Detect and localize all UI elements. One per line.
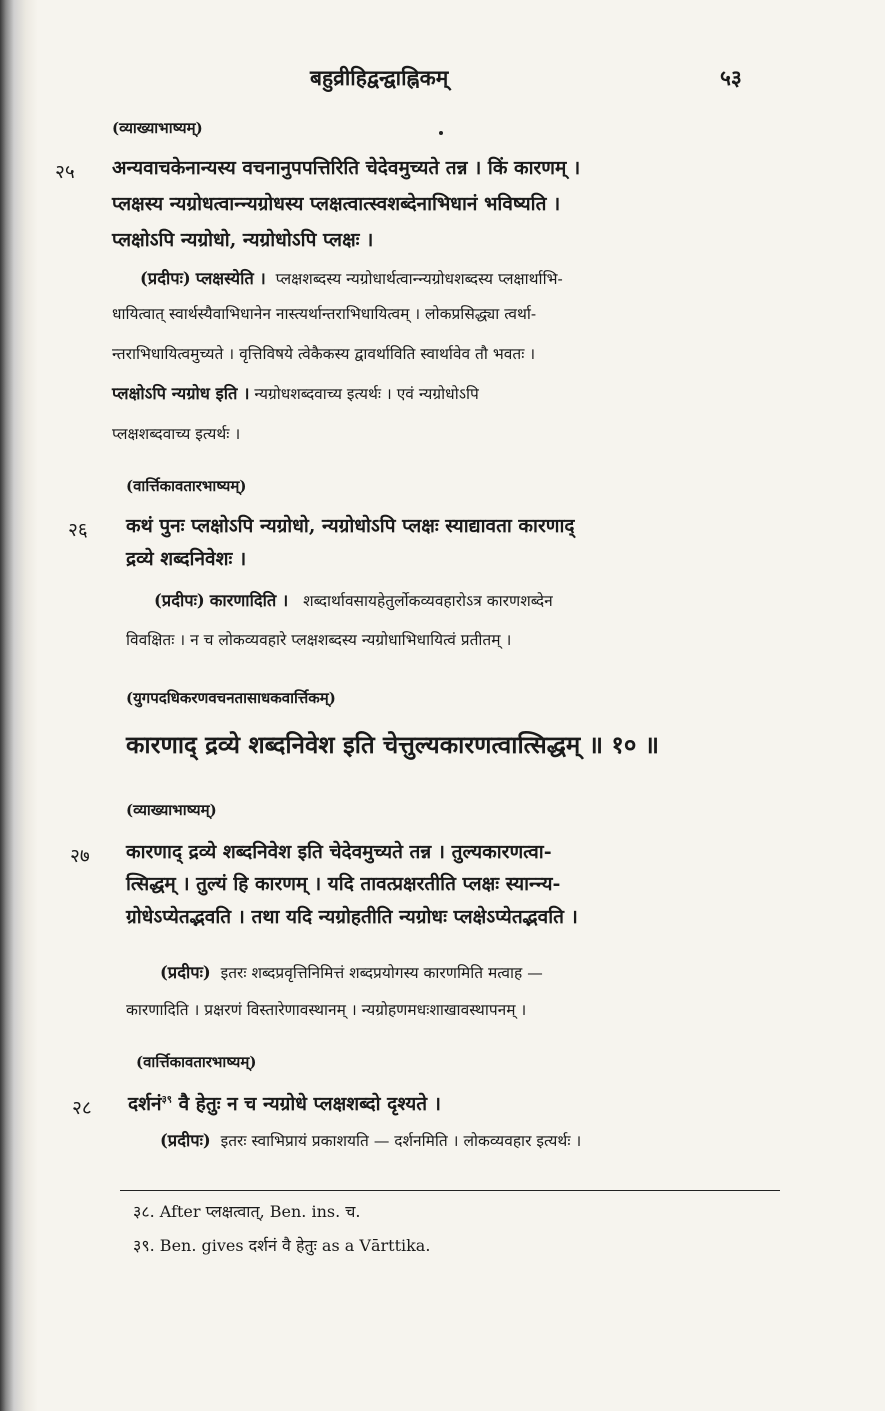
section-heading: (व्याख्याभाष्यम्) — [126, 801, 217, 819]
pradipa-line: न्तराभिधायित्वमुच्यते । वृत्तिविषये त्वेकैकस्य द्वावर्थाविति स्वार्थावेव तौ भवतः । — [112, 345, 536, 363]
bhashya-line: कथं पुनः प्लक्षोऽपि न्यग्रोधो, न्यग्रोधोऽपि प्लक्षः स्याद्यावता कारणाद् — [126, 515, 575, 537]
pradipa-label: (प्रदीपः) — [140, 269, 191, 288]
bhashya-line: अन्यवाचकेनान्यस्य वचनानुपपत्तिरिति चेदेवमुच्यते तन्न । किं कारणम् । — [112, 157, 581, 179]
ink-speck — [439, 131, 443, 135]
pradipa-line — [154, 588, 553, 611]
running-title: बहुव्रीहिद्वन्द्वाह्निकम् — [310, 65, 449, 90]
paragraph-number: २५ — [55, 161, 75, 183]
footnote: ३९. Ben. gives दर्शनं वै हेतुः as a Vārttika. — [133, 1236, 431, 1255]
pradipa-line: धायित्वात् स्वार्थस्यैवाभिधानेन नास्त्यर्थान्तराभिधायित्वम् । लोकप्रसिद्ध्या त्वर्था- — [112, 305, 537, 323]
bhashya-line: त्सिद्धम् । तुल्यं हि कारणम् । यदि तावत्प्रक्षरतीति प्लक्षः स्यान्न्य- — [126, 873, 561, 895]
pradipa-line — [160, 960, 543, 983]
paragraph-number: २६ — [68, 519, 88, 541]
pradipa-text: इतरः स्वाभिप्रायं प्रकाशयति — दर्शनमिति । लोकव्यवहार इत्यर्थः । — [220, 1132, 582, 1150]
footnote-marker: ३९ — [161, 1094, 172, 1106]
pradipa-label: (प्रदीपः) — [154, 591, 205, 610]
bhashya-line: कारणाद् द्रव्ये शब्दनिवेश इति चेदेवमुच्यते तन्न । तुल्यकारणत्वा- — [126, 841, 552, 863]
section-heading: (युगपदधिकरणवचनतासाधकवार्त्तिकम्) — [126, 689, 336, 707]
bhashya-line: प्लक्षस्य न्यग्रोधत्वान्न्यग्रोधस्य प्लक्षत्वात्स्वशब्देनाभिधानं भविष्यति । — [112, 193, 561, 215]
page-number: ५३ — [720, 65, 742, 90]
pradipa-line — [112, 381, 479, 404]
bhashya-word: दर्शनं — [128, 1093, 162, 1115]
footnote-rule — [120, 1190, 780, 1191]
paragraph-number: २७ — [70, 845, 90, 867]
page-header — [0, 64, 885, 94]
bhashya-line — [128, 1090, 441, 1116]
footnote: ३८. After प्लक्षत्वात्, Ben. ins. च. — [133, 1202, 361, 1221]
section-heading: (वार्त्तिकावतारभाष्यम्) — [126, 477, 247, 495]
pradipa-line: प्लक्षशब्दवाच्य इत्यर्थः । — [112, 425, 241, 443]
pradipa-label: (प्रदीपः) — [160, 1131, 211, 1150]
pradipa-lemma: प्लक्षस्येति । — [195, 269, 266, 288]
pradipa-text: इतरः शब्दप्रवृत्तिनिमित्तं शब्दप्रयोगस्य कारणमिति मत्वाह — — [220, 964, 543, 982]
pradipa-line: कारणादिति । प्रक्षरणं विस्तारेणावस्थानम् । न्यग्रोहणमधःशाखावस्थापनम् । — [126, 1001, 527, 1019]
pradipa-line — [140, 266, 563, 289]
bhashya-line: ग्रोधेऽप्येतद्भवति । तथा यदि न्यग्रोहतीति न्यग्रोधः प्लक्षेऽप्येतद्भवति । — [126, 906, 578, 928]
page-edge-shadow — [0, 0, 38, 1411]
bhashya-line: प्लक्षोऽपि न्यग्रोधो, न्यग्रोधोऽपि प्लक्षः । — [112, 229, 374, 251]
pradipa-lemma: प्लक्षोऽपि न्यग्रोध इति । — [112, 384, 250, 403]
pradipa-lemma: कारणादिति । — [209, 591, 289, 610]
bhashya-line: द्रव्ये शब्दनिवेशः । — [126, 548, 247, 570]
pradipa-line — [160, 1128, 581, 1151]
pradipa-text: शब्दार्थावसायहेतुर्लोकव्यवहारोऽत्र कारणशब्देन — [303, 592, 553, 610]
pradipa-text: न्यग्रोधशब्दवाच्य इत्यर्थः । एवं न्यग्रोधोऽपि — [254, 385, 479, 403]
pradipa-text: प्लक्षशब्दस्य न्यग्रोधार्थत्वान्न्यग्रोधशब्दस्य प्लक्षार्थाभि- — [275, 270, 563, 288]
section-heading: (व्याख्याभाष्यम्) — [112, 119, 203, 137]
bhashya-text: वै हेतुः न च न्यग्रोधे प्लक्षशब्दो दृश्यते । — [178, 1093, 441, 1115]
varttika-text: कारणाद् द्रव्ये शब्दनिवेश इति चेत्तुल्यकारणत्वात्सिद्धम् ॥ १० ॥ — [126, 730, 660, 759]
pradipa-line: विवक्षितः । न च लोकव्यवहारे प्लक्षशब्दस्य न्यग्रोधाभिधायित्वं प्रतीतम् । — [126, 631, 512, 649]
paragraph-number: २८ — [72, 1097, 92, 1119]
pradipa-label: (प्रदीपः) — [160, 963, 211, 982]
section-heading: (वार्त्तिकावतारभाष्यम्) — [136, 1053, 257, 1071]
